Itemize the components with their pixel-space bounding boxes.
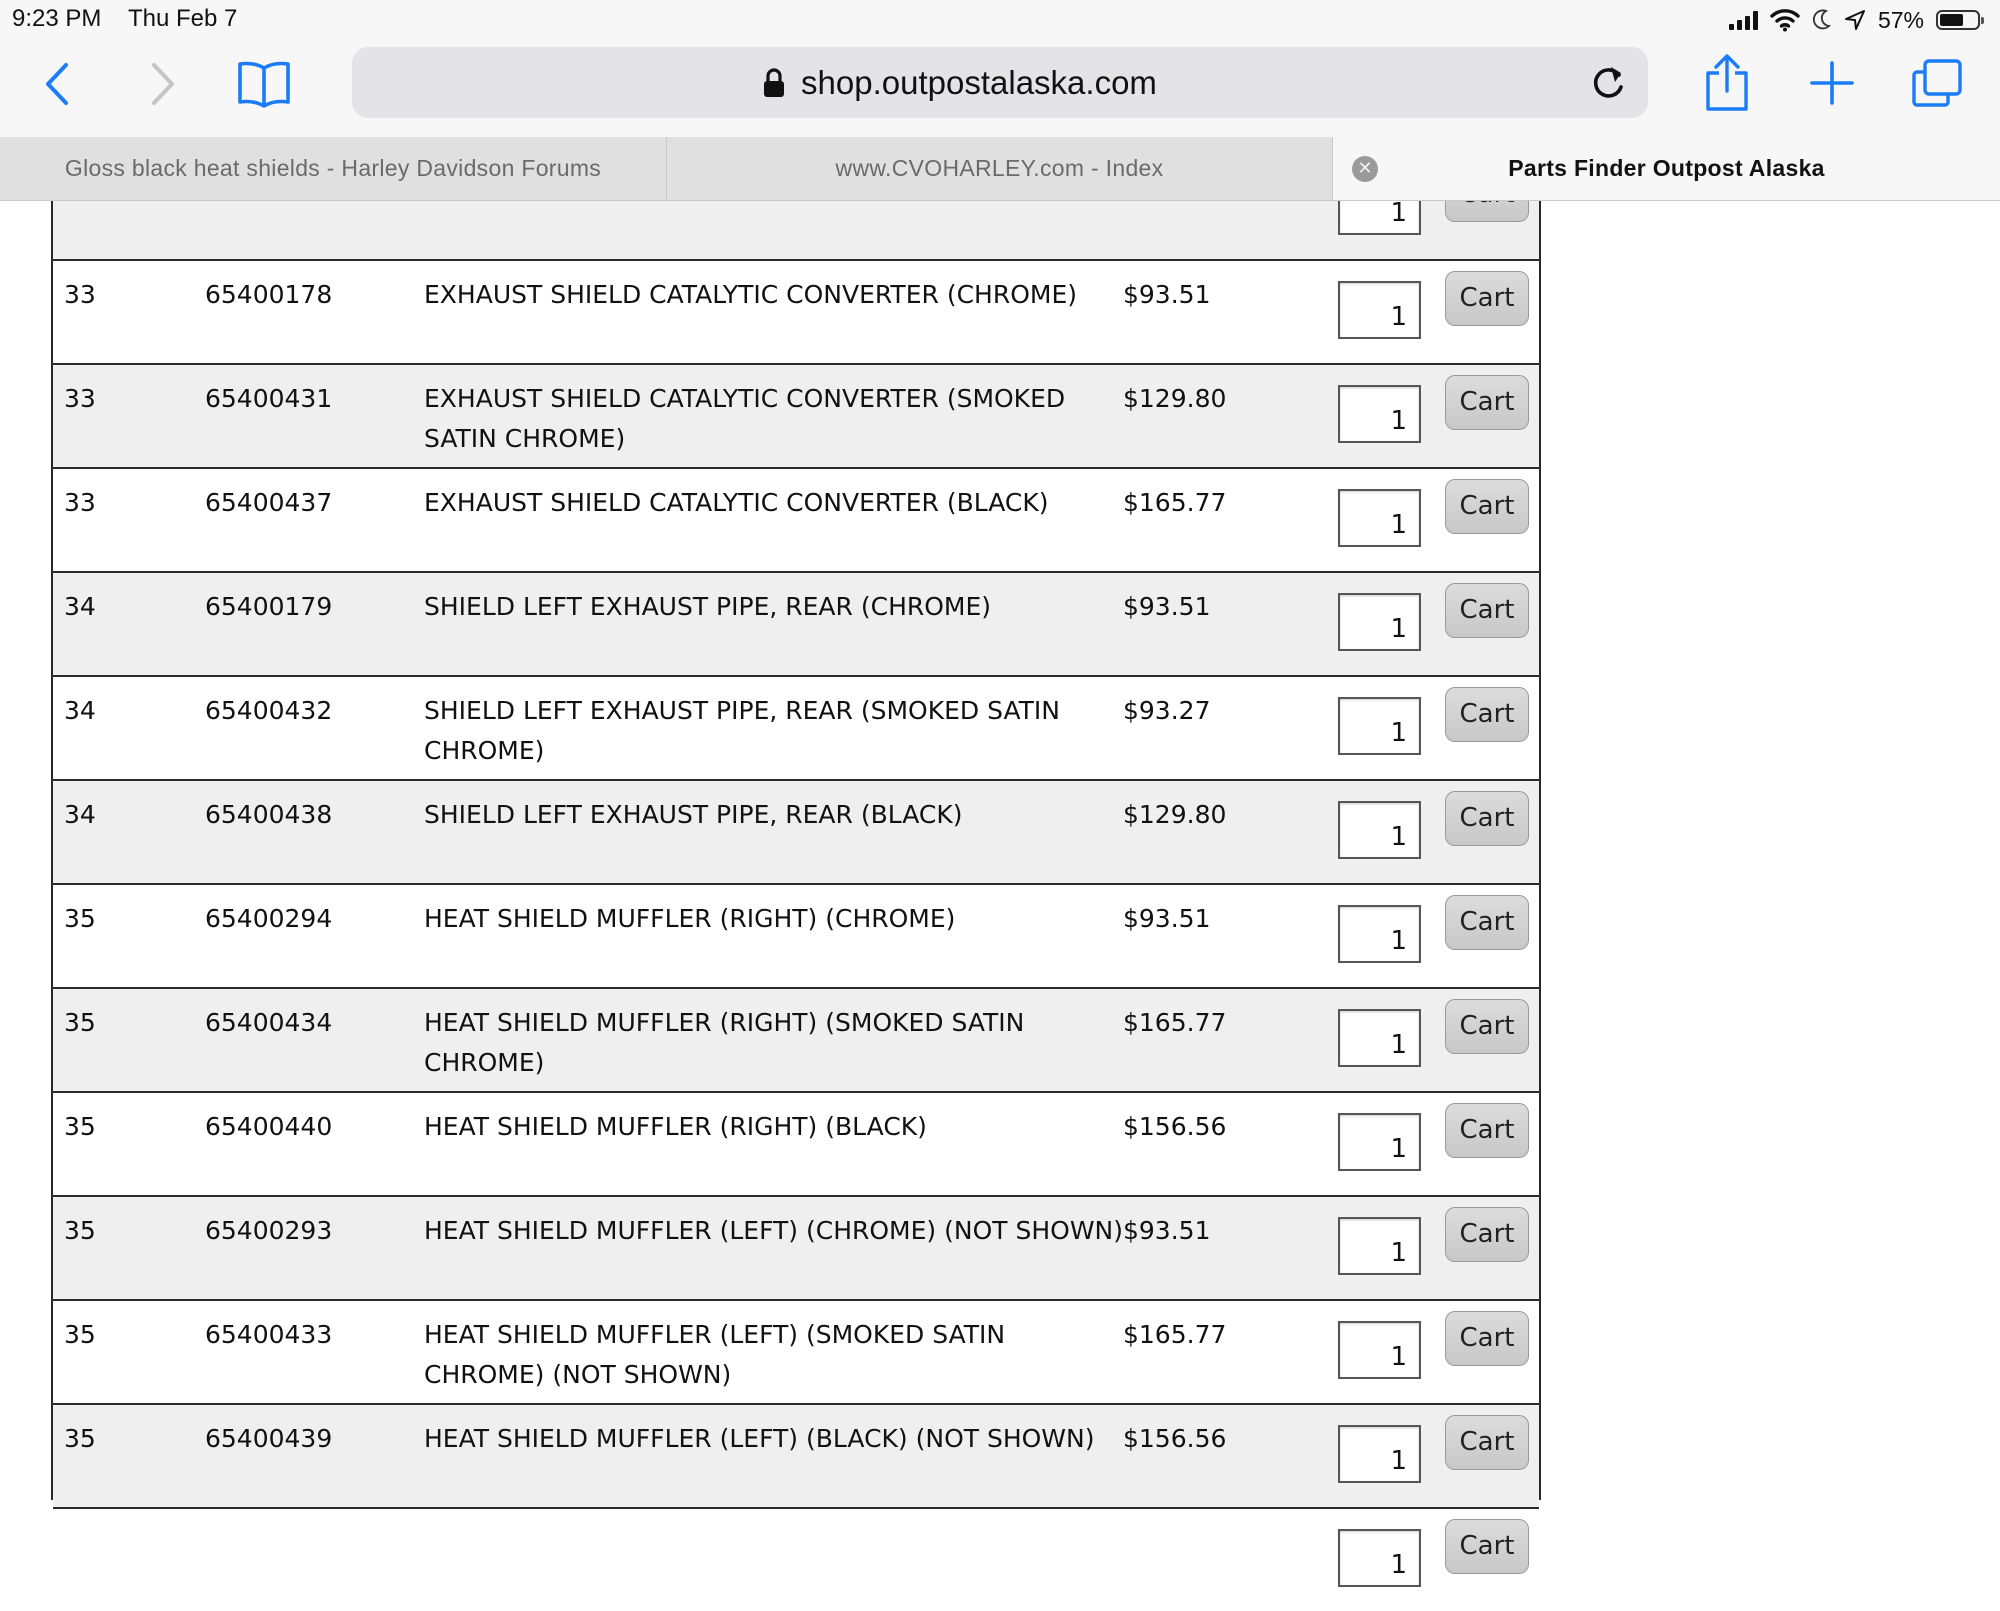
table-row xyxy=(53,987,1539,1091)
part-description: EXHAUST SHIELD CATALYTIC CONVERTER (BLACK) xyxy=(424,488,1049,517)
bookmarks-button[interactable] xyxy=(232,52,296,116)
part-ref-number: 33 xyxy=(64,384,96,413)
add-to-cart-button[interactable]: Cart xyxy=(1445,1103,1529,1158)
part-ref-number: 34 xyxy=(64,696,96,725)
table-row xyxy=(53,883,1539,987)
back-button[interactable] xyxy=(26,52,90,116)
status-time: 9:23 PM xyxy=(12,5,102,32)
add-to-cart-button[interactable]: Cart xyxy=(1445,1519,1529,1574)
quantity-input[interactable] xyxy=(1338,593,1421,651)
part-price: $165.77 xyxy=(1123,488,1227,517)
part-price: $129.80 xyxy=(1123,800,1227,829)
quantity-input[interactable] xyxy=(1338,385,1421,443)
lock-icon xyxy=(763,68,785,98)
location-arrow-icon xyxy=(1844,9,1866,31)
part-number: 65400431 xyxy=(205,384,333,413)
part-ref-number: 35 xyxy=(64,1424,96,1453)
quantity-input[interactable] xyxy=(1338,801,1421,859)
battery-icon xyxy=(1936,10,1980,30)
table-row xyxy=(53,675,1539,779)
part-description: HEAT SHIELD MUFFLER (RIGHT) (SMOKED SATIN CHROME) xyxy=(424,1008,1025,1077)
add-to-cart-button[interactable]: Cart xyxy=(1445,1311,1529,1366)
reload-button[interactable] xyxy=(1586,61,1630,105)
part-number: 65400439 xyxy=(205,1424,333,1453)
part-description: HEAT SHIELD MUFFLER (RIGHT) (BLACK) xyxy=(424,1112,927,1141)
part-number: 65400178 xyxy=(205,280,333,309)
part-description: EXHAUST SHIELD CATALYTIC CONVERTER (CHROME) xyxy=(424,280,1077,309)
add-to-cart-button[interactable]: Cart xyxy=(1445,791,1529,846)
table-row xyxy=(53,1507,1539,1611)
tab-parts-finder[interactable] xyxy=(1333,137,2000,200)
part-ref-number: 35 xyxy=(64,1320,96,1349)
part-number: 65400440 xyxy=(205,1112,333,1141)
part-price: $93.51 xyxy=(1123,280,1211,309)
quantity-input[interactable] xyxy=(1338,1113,1421,1171)
address-center xyxy=(352,47,1568,118)
table-row xyxy=(53,363,1539,467)
part-number: 65400293 xyxy=(205,1216,333,1245)
table-row xyxy=(53,1403,1539,1507)
part-number: 65400437 xyxy=(205,488,333,517)
table-row xyxy=(53,259,1539,363)
add-to-cart-button[interactable]: Cart xyxy=(1445,999,1529,1054)
part-description: HEAT SHIELD MUFFLER (RIGHT) (CHROME) xyxy=(424,904,956,933)
parts-table xyxy=(51,201,1541,1561)
part-description: SHIELD LEFT EXHAUST PIPE, REAR (BLACK) xyxy=(424,800,963,829)
part-number: 65400433 xyxy=(205,1320,333,1349)
close-tab-button[interactable] xyxy=(1352,156,1378,182)
part-number: 65400179 xyxy=(205,592,333,621)
part-number: 65400294 xyxy=(205,904,333,933)
wifi-icon xyxy=(1770,8,1800,32)
new-tab-button[interactable] xyxy=(1800,50,1864,116)
address-bar[interactable] xyxy=(352,47,1648,118)
part-ref-number: 35 xyxy=(64,1112,96,1141)
part-description: HEAT SHIELD MUFFLER (LEFT) (SMOKED SATIN CHROME) (NOT SHOWN) xyxy=(424,1320,1006,1389)
url-text: shop.outpostalaska.com xyxy=(801,63,1157,101)
part-number: 65400438 xyxy=(205,800,333,829)
add-to-cart-button[interactable]: Cart xyxy=(1445,479,1529,534)
tab-cvoharley[interactable] xyxy=(667,137,1333,200)
book-icon xyxy=(236,59,292,109)
quantity-input[interactable] xyxy=(1338,697,1421,755)
add-to-cart-button[interactable]: Cart xyxy=(1445,375,1529,430)
quantity-input[interactable] xyxy=(1338,1217,1421,1275)
part-description: HEAT SHIELD MUFFLER (LEFT) (CHROME) (NOT SHOWN) xyxy=(424,1216,1123,1245)
add-to-cart-button[interactable]: Cart xyxy=(1445,271,1529,326)
part-price: $156.56 xyxy=(1123,1112,1227,1141)
part-description: HEAT SHIELD MUFFLER (LEFT) (BLACK) (NOT SHOWN) xyxy=(424,1424,1095,1453)
table-row xyxy=(53,1299,1539,1403)
quantity-input[interactable] xyxy=(1338,1529,1421,1587)
part-price: $165.77 xyxy=(1123,1320,1227,1349)
tab-harley-forums[interactable] xyxy=(0,137,667,200)
browser-chrome xyxy=(0,0,2000,201)
table-row xyxy=(53,1195,1539,1299)
close-icon: ✕ xyxy=(1357,158,1373,179)
status-icons xyxy=(1729,4,1980,36)
tab-label: Gloss black heat shields - Harley Davidson Forums xyxy=(64,155,602,181)
part-price: $165.77 xyxy=(1123,1008,1227,1037)
status-bar xyxy=(0,0,2000,40)
table-row xyxy=(53,1091,1539,1195)
moon-icon xyxy=(1812,8,1832,32)
add-to-cart-button[interactable]: Cart xyxy=(1445,583,1529,638)
table-row xyxy=(53,779,1539,883)
tab-label: Parts Finder Outpost Alaska xyxy=(1508,155,1825,181)
tab-label: www.CVOHARLEY.com - Index xyxy=(835,155,1164,181)
part-ref-number: 35 xyxy=(64,1008,96,1037)
quantity-input[interactable] xyxy=(1338,1321,1421,1379)
plus-icon xyxy=(1809,60,1855,106)
quantity-input[interactable] xyxy=(1338,1425,1421,1483)
part-ref-number: 35 xyxy=(64,904,96,933)
part-description: SHIELD LEFT EXHAUST PIPE, REAR (CHROME) xyxy=(424,592,992,621)
part-price: $93.27 xyxy=(1123,696,1211,725)
part-description: EXHAUST SHIELD CATALYTIC CONVERTER (SMOKED SATIN CHROME) xyxy=(424,384,1066,453)
part-price: $93.51 xyxy=(1123,904,1211,933)
add-to-cart-button[interactable]: Cart xyxy=(1445,1207,1529,1262)
battery-percent: 57% xyxy=(1877,6,1924,33)
add-to-cart-button[interactable]: Cart xyxy=(1445,687,1529,742)
part-price: $129.80 xyxy=(1123,384,1227,413)
tab-strip xyxy=(0,137,2000,201)
share-icon xyxy=(1702,53,1752,113)
part-number: 65400434 xyxy=(205,1008,333,1037)
quantity-input[interactable] xyxy=(1338,281,1421,339)
forward-button[interactable] xyxy=(130,52,194,116)
part-price: $93.51 xyxy=(1123,592,1211,621)
chevron-left-icon xyxy=(38,61,78,107)
tabs-icon xyxy=(1911,58,1963,108)
part-number: 65400432 xyxy=(205,696,333,725)
part-price: $93.51 xyxy=(1123,1216,1211,1245)
add-to-cart-button[interactable]: Cart xyxy=(1445,1415,1529,1470)
part-ref-number: 35 xyxy=(64,1216,96,1245)
reload-icon xyxy=(1586,61,1630,105)
quantity-input[interactable] xyxy=(1338,1009,1421,1067)
tabs-overview-button[interactable] xyxy=(1905,50,1969,116)
part-ref-number: 33 xyxy=(64,488,96,517)
quantity-input[interactable] xyxy=(1338,905,1421,963)
part-price: $156.56 xyxy=(1123,1424,1227,1453)
part-ref-number: 33 xyxy=(64,280,96,309)
add-to-cart-button[interactable]: Cart xyxy=(1445,895,1529,950)
chevron-right-icon xyxy=(142,61,182,107)
status-date: Thu Feb 7 xyxy=(128,5,238,32)
table-row xyxy=(53,571,1539,675)
part-description: SHIELD LEFT EXHAUST PIPE, REAR (SMOKED SATIN CHROME) xyxy=(424,696,1060,765)
part-ref-number: 34 xyxy=(64,592,96,621)
quantity-input[interactable] xyxy=(1338,489,1421,547)
part-ref-number: 34 xyxy=(64,800,96,829)
signal-icon xyxy=(1729,10,1758,30)
share-button[interactable] xyxy=(1695,48,1759,118)
table-row xyxy=(53,467,1539,571)
